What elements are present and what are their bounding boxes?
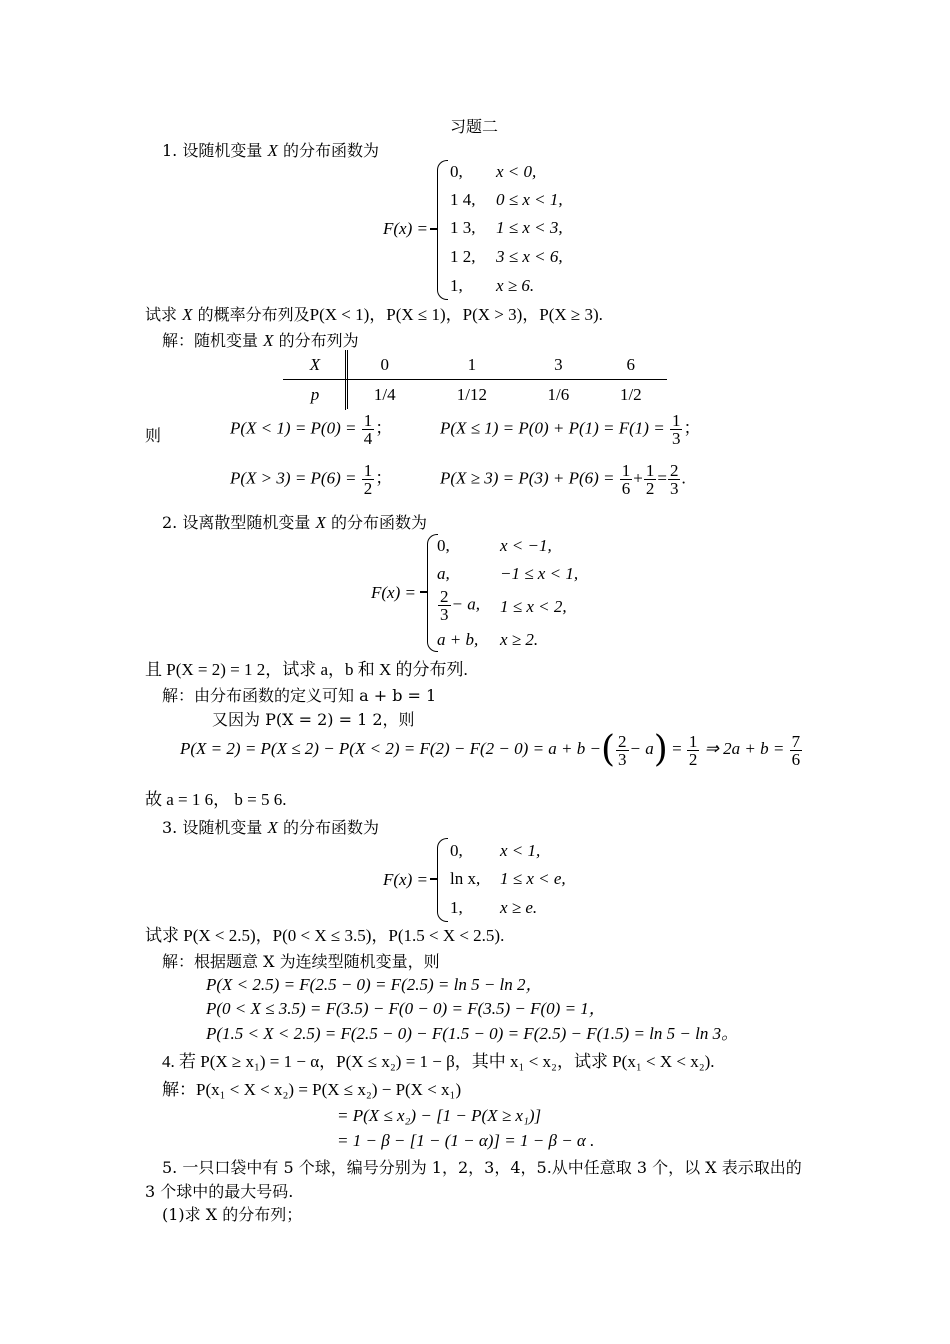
p3-line-1: P(X < 2.5) = F(2.5 − 0) = F(2.5) = ln 5 − ln 2， <box>206 975 543 994</box>
problem-4-stem: 4. 若 P(X ≥ x₁) = 1 − α，P(X ≤ x₂) = 1 − β，其中 x₁ < x₂，试求 P(x₁ < X < x₂). <box>162 1052 715 1071</box>
p1-eq-3: P(X > 3) = P(6) = $\frac{1}{2}$ ； <box>230 461 393 498</box>
p3-case-value: 0, <box>450 841 463 860</box>
p1-case-value: 1 2, <box>450 247 476 266</box>
problem-4-solution-1: 解：P(x₁ < X < x₂) = P(X ≤ x₂) − P(X < x₁) <box>162 1080 462 1099</box>
p2-case-value: a, <box>437 564 450 583</box>
problem-1-stem: 1. 设随机变量 X 的分布函数为 <box>162 141 379 160</box>
p1-case-value: 0, <box>450 162 463 181</box>
p1-case-cond: x < 0, <box>496 162 537 181</box>
p2-case-value: a + b, <box>437 630 479 649</box>
table-header-cell: X <box>283 350 348 380</box>
p3-brace <box>437 838 448 922</box>
p1-eq-4: P(X ≥ 3) = P(3) + P(6) = $\frac{1}{6}$ + $\frac{1}{2}$ = $\frac{2}{3}$ . <box>440 461 686 498</box>
p1-case-value: 1, <box>450 276 463 295</box>
p1-case-cond: x ≥ 6. <box>496 276 535 295</box>
p1-eq-2: P(X ≤ 1) = P(0) + P(1) = F(1) = $\frac{1}{3}$ ； <box>440 411 701 448</box>
p1-case-value: 1 3, <box>450 218 476 237</box>
p2-case-cond: x < −1, <box>500 536 552 555</box>
p1-brace-tip <box>430 228 438 230</box>
p2-main-equation: P(X = 2) = P(X ≤ 2) − P(X < 2) = F(2) − F(2 − 0) = a + b −( $\frac{2}{3}$ − a) = $\frac{1}{2}$ ⇒ 2a + b = $\frac{7}{6}$ <box>180 729 801 770</box>
p1-case-cond: 1 ≤ x < 3, <box>496 218 563 237</box>
problem-2-conclusion: 故 a = 1 6， b = 5 6. <box>145 790 287 809</box>
table-cell: 1/12 <box>456 384 487 404</box>
p2-case-cond: 1 ≤ x < 2, <box>500 597 567 616</box>
table-cell: 0 <box>348 350 422 380</box>
problem-4-solution-3: = 1 − β − [1 − (1 − α)] = 1 − β − α . <box>337 1131 595 1150</box>
p3-case-value: ln x, <box>450 869 481 888</box>
p3-f-label: F(x) = <box>383 870 428 889</box>
problem-5-line-2: 3 个球中的最大号码. <box>145 1182 294 1201</box>
table-cell: 6 <box>595 350 667 380</box>
p3-case-cond: 1 ≤ x < e, <box>500 869 566 888</box>
p2-brace-tip <box>420 591 428 593</box>
distribution-table <box>283 350 667 409</box>
page-title: 习题二 <box>450 117 499 136</box>
p1-eq-1: P(X < 1) = P(0) = $\frac{1}{4}$ ； <box>230 411 393 448</box>
problem-2-given: 且 P(X = 2) = 1 2，试求 a，b 和 X 的分布列. <box>145 660 468 679</box>
problem-2-stem: 2. 设离散型随机变量 X 的分布函数为 <box>162 513 427 532</box>
p3-case-cond: x ≥ e. <box>500 898 538 917</box>
p1-f-label: F(x) = <box>383 219 428 238</box>
table-row <box>283 380 667 410</box>
p3-brace-tip <box>430 878 438 880</box>
problem-5-line-3: (1)求 X 的分布列； <box>162 1205 303 1224</box>
ze-label: 则 <box>145 426 162 445</box>
p3-line-3: P(1.5 < X < 2.5) = F(2.5 − 0) − F(1.5 − 0) = F(2.5) − F(1.5) = ln 5 − ln 3。 <box>206 1024 739 1043</box>
problem-2-solution-2: 又因为 P(X = 2) = 1 2，则 <box>212 710 415 729</box>
problem-3-ask: 试求 P(X < 2.5)，P(0 < X ≤ 3.5)，P(1.5 < X < 2.5). <box>145 926 505 945</box>
p2-f-label: F(x) = <box>371 583 416 602</box>
p2-case-value: 0, <box>437 536 450 555</box>
table-cell: 1 <box>422 350 523 380</box>
p1-brace <box>437 160 448 300</box>
p1-case-value: 1 4, <box>450 190 476 209</box>
problem-3-stem: 3. 设随机变量 X 的分布函数为 <box>162 818 379 837</box>
problem-2-solution-1: 解：由分布函数的定义可知 a + b = 1 <box>162 686 437 705</box>
table-cell: 1/2 <box>619 384 642 404</box>
problem-3-solution: 解：根据题意 X 为连续型随机变量，则 <box>162 952 440 971</box>
p3-case-cond: x < 1, <box>500 841 541 860</box>
p1-case-cond: 0 ≤ x < 1, <box>496 190 563 209</box>
table-cell: 3 <box>522 350 594 380</box>
p2-case-cond: x ≥ 2. <box>500 630 539 649</box>
table-header-cell: p <box>283 380 348 410</box>
problem-5-line-1: 5. 一只口袋中有 5 个球，编号分别为 1，2，3，4，5.从中任意取 3 个，以 X 表示取出的 <box>162 1158 802 1177</box>
table-row <box>283 350 667 380</box>
problem-1-ask: 试求 X 的概率分布列及P(X < 1)，P(X ≤ 1)，P(X > 3)，P(X ≥ 3). <box>145 305 603 324</box>
p2-case-value-frac: $\frac{2}{3}$ − a, <box>440 587 480 624</box>
p3-line-2: P(0 < X ≤ 3.5) = F(3.5) − F(0 − 0) = F(3.5) − F(0) = 1， <box>206 999 606 1018</box>
p2-case-cond: −1 ≤ x < 1, <box>500 564 579 583</box>
problem-4-solution-2: = P(X ≤ x₂) − [1 − P(X ≥ x₁)] <box>337 1106 542 1125</box>
problem-1-solution-intro: 解：随机变量 X 的分布列为 <box>162 331 359 350</box>
p1-case-cond: 3 ≤ x < 6, <box>496 247 563 266</box>
table-cell: 1/4 <box>373 384 396 404</box>
p3-case-value: 1, <box>450 898 463 917</box>
table-cell: 1/6 <box>547 384 570 404</box>
